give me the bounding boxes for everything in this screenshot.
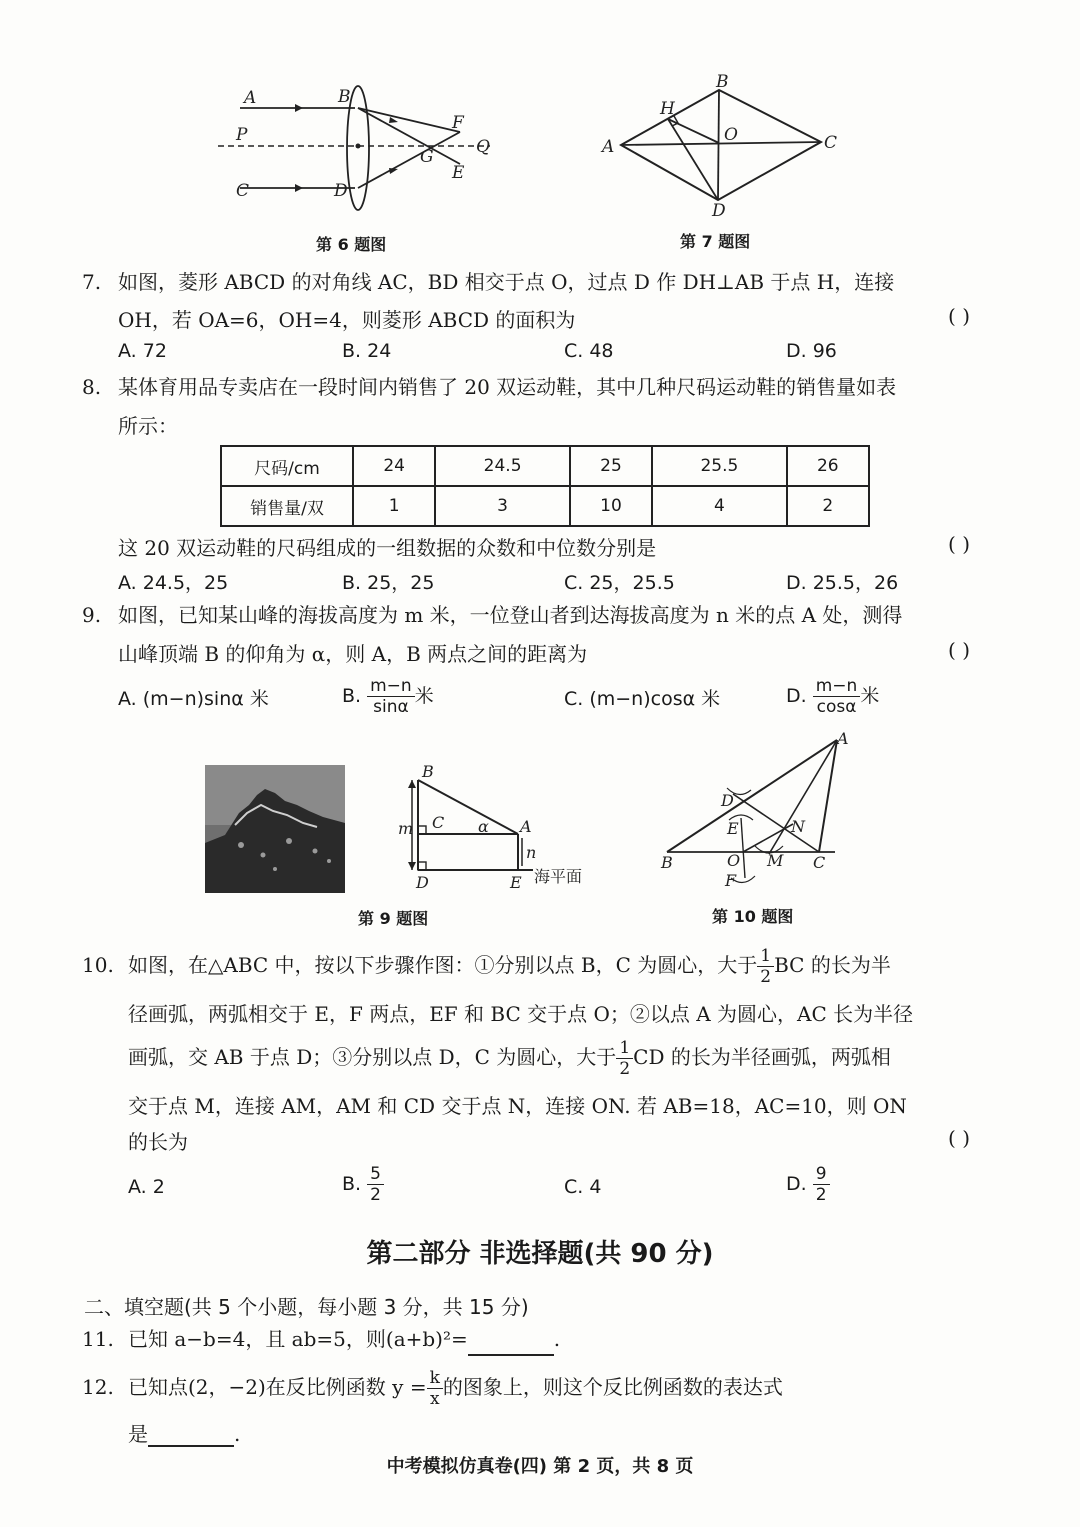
fraction — [813, 1164, 830, 1205]
fig10-label-F: F — [725, 871, 737, 890]
fig6-label-F: F — [452, 113, 464, 133]
option-letter: D. — [786, 685, 807, 707]
table-row — [221, 446, 869, 486]
shoe-size-table — [220, 445, 870, 527]
q10-option-b — [342, 1164, 384, 1205]
question-10-line2: 径画弧，两弧相交于 E，F 两点，EF 和 BC 交于点 O；②以点 A 为圆心，AC 长为半径 — [128, 1002, 914, 1026]
q7-option-a: A. 72 — [118, 340, 167, 362]
fraction — [427, 1368, 443, 1409]
q7-option-c: C. 48 — [564, 340, 614, 362]
fraction-denominator: cosα — [816, 697, 857, 717]
fig9-caption: 第 9 题图 — [358, 909, 429, 928]
fig6-label-E: E — [452, 163, 465, 183]
question-number: 11. — [82, 1327, 114, 1351]
question-text: 如图，已知某山峰的海拔高度为 m 米，一位登山者到达海拔高度为 n 米的点 A 处，测得 — [118, 603, 903, 627]
option-letter: B. — [342, 685, 362, 707]
question-10-line1 — [82, 946, 891, 987]
table-cell: 1 — [353, 486, 435, 526]
q9-option-b — [342, 676, 434, 717]
table-cell: 24 — [353, 446, 435, 486]
fig10-label-E: E — [727, 819, 739, 838]
question-7-line2: OH，若 OA=6，OH=4，则菱形 ABCD 的面积为 — [118, 308, 576, 332]
question-text: 已知 a−b=4，且 ab=5，则(a+b)²= — [128, 1327, 468, 1351]
fig9-label-C: C — [432, 813, 445, 832]
fig9-label-E: E — [510, 873, 522, 892]
question-text: 如图，在△ABC 中，按以下步骤作图：①分别以点 B，C 为圆心，大于 — [128, 953, 758, 977]
fraction-denominator: 2 — [760, 967, 772, 987]
q10-option-d — [786, 1164, 830, 1205]
table-row — [221, 486, 869, 526]
figure-9 — [398, 762, 608, 892]
fraction-numerator: m−n — [367, 676, 415, 697]
page-footer: 中考模拟仿真卷(四) 第 2 页，共 8 页 — [386, 1456, 694, 1477]
fraction-numerator: 9 — [813, 1164, 830, 1185]
fig7-label-A: A — [602, 137, 615, 157]
fraction-denominator: 2 — [815, 1185, 827, 1205]
q10-option-a: A. 2 — [128, 1176, 165, 1198]
question-7-line1 — [82, 265, 894, 299]
fig7-caption: 第 7 题图 — [680, 232, 751, 251]
fig7-label-B: B — [716, 72, 729, 92]
question-text: BC 的长为半 — [774, 953, 891, 977]
question-text: 是 — [128, 1422, 148, 1446]
fraction-numerator: 1 — [757, 946, 774, 967]
table-cell: 尺码/cm — [221, 446, 353, 486]
q7-option-b: B. 24 — [342, 340, 392, 362]
fig10-caption: 第 10 题图 — [712, 907, 794, 926]
fraction-denominator: x — [429, 1389, 440, 1409]
question-text: 画弧，交 AB 于点 D；③分别以点 D，C 为圆心，大于 — [128, 1045, 617, 1069]
table-cell: 25 — [570, 446, 652, 486]
table-cell: 25.5 — [652, 446, 786, 486]
question-12-line2 — [128, 1418, 240, 1447]
option-letter: B. — [342, 1173, 362, 1195]
fig9-label-sea: 海平面 — [534, 867, 583, 886]
fraction-numerator: 1 — [616, 1038, 633, 1059]
fig9-label-n: n — [526, 843, 537, 862]
table-cell: 10 — [570, 486, 652, 526]
fraction — [616, 1038, 633, 1079]
figure-6 — [200, 70, 510, 220]
fraction — [367, 676, 415, 717]
q8-option-c: C. 25，25.5 — [564, 572, 675, 594]
fig10-label-D: D — [721, 791, 734, 810]
fig7-label-C: C — [824, 133, 838, 153]
answer-paren: ( ) — [948, 304, 970, 328]
answer-paren: ( ) — [948, 532, 970, 556]
question-number: 10. — [82, 953, 114, 977]
table-cell: 26 — [787, 446, 869, 486]
question-number: 8. — [82, 375, 102, 399]
fig6-label-Q: Q — [476, 137, 490, 157]
fraction-denominator: sinα — [373, 697, 409, 717]
fig10-label-A: A — [837, 729, 849, 748]
fig10-label-O: O — [727, 851, 741, 870]
fig7-label-D: D — [712, 201, 726, 220]
table-cell: 3 — [435, 486, 569, 526]
fig6-label-B: B — [338, 87, 351, 107]
question-10-line5: 的长为 — [128, 1130, 188, 1154]
q9-option-a: A. (m−n)sinα 米 — [118, 688, 269, 710]
q9-option-c: C. (m−n)cosα 米 — [564, 688, 721, 710]
question-8-line1 — [82, 370, 896, 404]
answer-blank[interactable] — [468, 1332, 554, 1356]
fig6-label-A: A — [244, 88, 257, 108]
section-title: 第二部分 非选择题(共 90 分) — [366, 1239, 714, 1269]
fig7-label-H: H — [660, 99, 675, 119]
fig9-label-D: D — [416, 873, 429, 892]
question-10-line3 — [128, 1038, 891, 1079]
q9-option-d — [786, 676, 879, 717]
fig10-label-B: B — [661, 853, 673, 872]
question-text: 如图，菱形 ABCD 的对角线 AC，BD 相交于点 O，过点 D 作 DH⊥AB 于点 H，连接 — [118, 270, 895, 294]
unit: 米 — [414, 685, 434, 707]
question-number: 9. — [82, 603, 102, 627]
fig9-label-m: m — [398, 819, 414, 838]
question-8-line2: 所示： — [118, 414, 178, 438]
q8-option-a: A. 24.5，25 — [118, 572, 229, 594]
answer-blank[interactable] — [148, 1423, 234, 1447]
fraction — [813, 676, 861, 717]
question-9-line1 — [82, 598, 902, 632]
fig6-label-C: C — [236, 181, 250, 201]
question-text: 的图象上，则这个反比例函数的表达式 — [442, 1375, 783, 1399]
question-text: . — [553, 1327, 561, 1351]
table-cell: 2 — [787, 486, 869, 526]
mountain-photo — [205, 765, 345, 893]
question-text: 某体育用品专卖店在一段时间内销售了 20 双运动鞋，其中几种尺码运动鞋的销售量如表 — [118, 375, 897, 399]
question-8-line3: 这 20 双运动鞋的尺码组成的一组数据的众数和中位数分别是 — [118, 536, 657, 560]
fig10-label-M: M — [767, 851, 784, 870]
question-text: . — [234, 1422, 241, 1446]
fig9-label-alpha: α — [478, 817, 489, 836]
fraction-numerator: 5 — [367, 1164, 384, 1185]
question-10-line4: 交于点 M，连接 AM，AM 和 CD 交于点 N，连接 ON. 若 AB=18，AC=10，则 ON — [128, 1094, 907, 1118]
q8-option-b: B. 25，25 — [342, 572, 435, 594]
fig6-label-D: D — [334, 181, 348, 201]
fraction — [367, 1164, 384, 1205]
fraction-numerator: k — [427, 1368, 443, 1389]
fraction-numerator: m−n — [813, 676, 861, 697]
table-cell: 24.5 — [435, 446, 569, 486]
answer-paren: ( ) — [948, 638, 970, 662]
fig6-caption: 第 6 题图 — [316, 235, 387, 254]
option-letter: D. — [786, 1173, 807, 1195]
figure-7 — [596, 70, 846, 220]
fig6-label-P: P — [236, 125, 248, 145]
question-number: 7. — [82, 270, 102, 294]
fig9-label-A: A — [520, 817, 532, 836]
unit: 米 — [860, 685, 880, 707]
fraction-denominator: 2 — [370, 1185, 381, 1205]
figure-10 — [655, 728, 870, 893]
fig9-label-B: B — [422, 762, 434, 781]
fraction-denominator: 2 — [619, 1059, 631, 1079]
answer-paren: ( ) — [948, 1126, 970, 1150]
question-11 — [82, 1322, 560, 1356]
question-number: 12. — [82, 1375, 114, 1399]
table-cell: 4 — [652, 486, 786, 526]
q7-option-d: D. 96 — [786, 340, 837, 362]
question-9-line2: 山峰顶端 B 的仰角为 α，则 A，B 两点之间的距离为 — [118, 642, 588, 666]
fig10-label-C: C — [813, 853, 826, 872]
question-text: CD 的长为半径画弧，两弧相 — [633, 1045, 891, 1069]
q8-option-d: D. 25.5，26 — [786, 572, 899, 594]
table-cell: 销售量/双 — [221, 486, 353, 526]
fig10-label-N: N — [791, 817, 805, 836]
fraction — [757, 946, 774, 987]
question-12 — [82, 1368, 783, 1409]
q10-option-c: C. 4 — [564, 1176, 602, 1198]
fig7-label-O: O — [724, 125, 738, 145]
part2-heading: 二、填空题(共 5 个小题，每小题 3 分，共 15 分) — [84, 1295, 529, 1319]
question-text: 已知点(2，−2)在反比例函数 y = — [128, 1375, 427, 1399]
fig6-label-G: G — [420, 147, 434, 167]
